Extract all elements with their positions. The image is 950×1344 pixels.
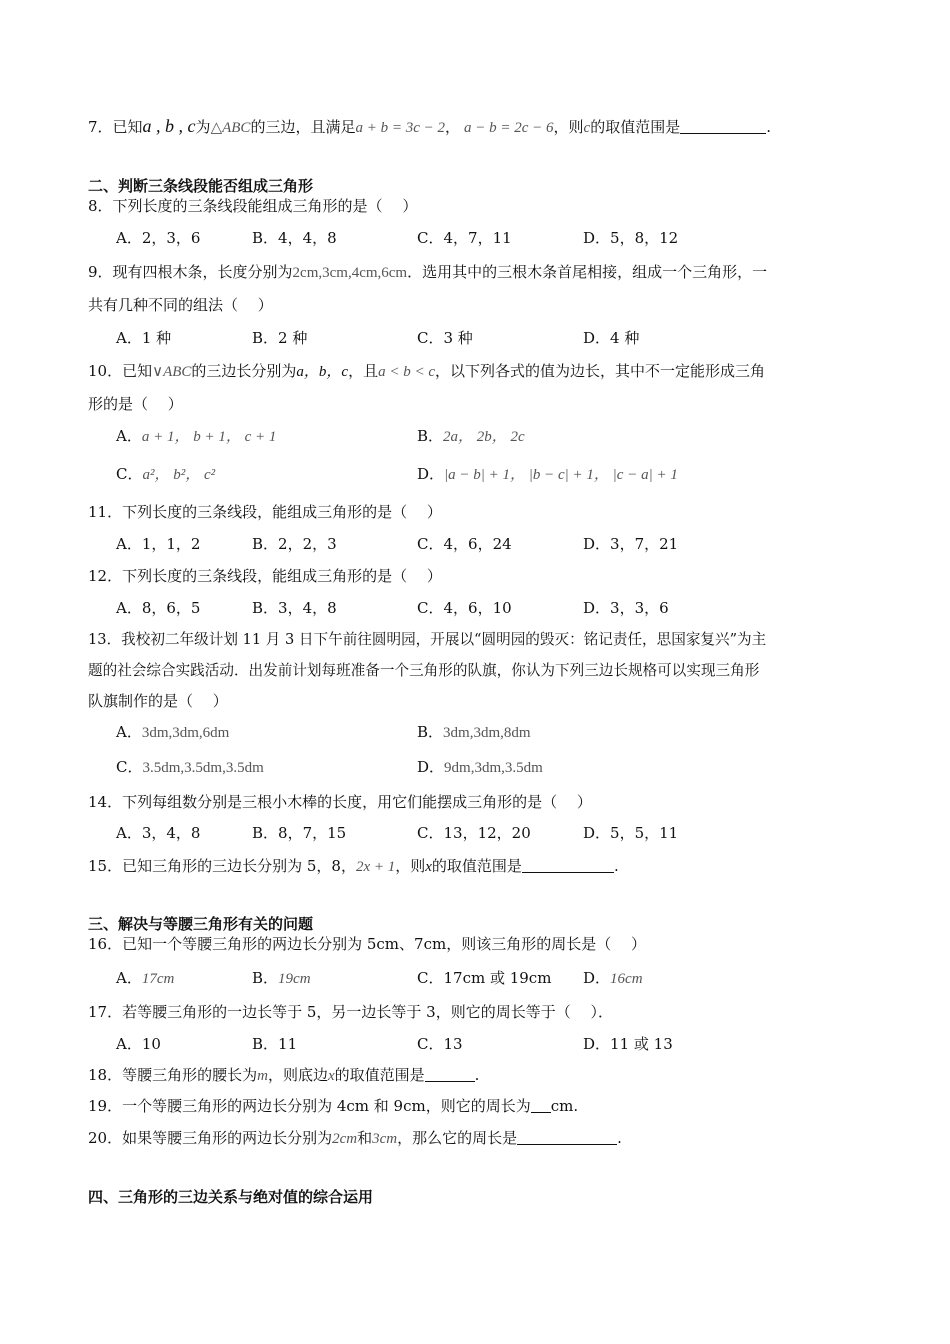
q16-option-d[interactable]: [583, 968, 643, 989]
q9-option-a[interactable]: A．1 种: [116, 329, 172, 347]
q20-end: .: [617, 1129, 622, 1147]
q20-text: 20．如果等腰三角形的两边长分别为: [88, 1129, 333, 1147]
q16-option-a[interactable]: [116, 968, 174, 989]
q18-end: .: [474, 1066, 480, 1084]
q8-option-a[interactable]: A．2，3，6: [116, 229, 201, 247]
q17-option-b[interactable]: B．11: [252, 1035, 298, 1053]
q11-option-a[interactable]: A．1，1，2: [116, 535, 201, 553]
section-3-title: 三、解决与等腰三角形有关的问题: [88, 915, 314, 933]
q7-text: 为: [195, 118, 211, 136]
q15-end: .: [613, 857, 619, 875]
q12-option-c[interactable]: C．4，6，10: [417, 599, 512, 617]
q14-option-b[interactable]: B．8，7，15: [252, 824, 347, 842]
q16-a-expr: 17cm: [141, 971, 175, 987]
q16-d-label: D．: [583, 969, 611, 987]
q15-x: x: [425, 859, 432, 875]
question-11: 11．下列长度的三条线段，能组成三角形的是（ ）: [88, 503, 442, 521]
question-15: [88, 856, 619, 877]
question-10-line2: 形的是（ ）: [88, 395, 183, 413]
q13-a-label: A．: [116, 723, 142, 741]
q20-text3: ，那么它的周长是: [397, 1129, 518, 1147]
q13-a-expr: 3dm,3dm,6dm: [141, 725, 230, 741]
question-10: [88, 361, 765, 382]
q13-option-b[interactable]: [417, 722, 531, 743]
q19-text2: cm.: [550, 1097, 579, 1115]
question-13-line2: 题的社会综合实践活动．出发前计划每班准备一个三角形的队旗，你认为下列三边长规格可以实现三角形: [88, 662, 760, 679]
q7-prefix: 7．已知: [88, 118, 143, 136]
question-18: [88, 1065, 479, 1086]
q7-answer-blank[interactable]: [680, 118, 766, 134]
q7-text3: ，则: [553, 118, 584, 136]
q19-answer-blank[interactable]: [531, 1097, 551, 1113]
q20-text2: 和: [357, 1129, 373, 1147]
q9-option-c[interactable]: C．3 种: [417, 329, 473, 347]
q13-option-d[interactable]: [417, 757, 543, 778]
question-16: 16．已知一个等腰三角形的两边长分别为 5cm、7cm，则该三角形的周长是（ ）: [88, 935, 646, 953]
q14-option-d[interactable]: D．5，5，11: [583, 824, 679, 842]
q10-option-a[interactable]: [116, 426, 276, 447]
question-7: [88, 116, 771, 138]
q9-text: 9．现有四根木条，长度分别为: [88, 263, 293, 281]
q16-d-expr: 16cm: [610, 971, 643, 987]
q16-a-label: A．: [116, 969, 142, 987]
q16-b-label: B．: [252, 969, 279, 987]
q10-c-label: C．: [116, 465, 143, 483]
section-4-title: 四、三角形的三边关系与绝对值的综合运用: [88, 1188, 374, 1206]
q17-option-d[interactable]: D．11 或 13: [583, 1035, 673, 1053]
question-20: [88, 1128, 622, 1149]
q20-length2: 3cm: [372, 1131, 398, 1147]
q17-option-c[interactable]: C．13: [417, 1035, 463, 1053]
q8-option-c[interactable]: C．4，7，11: [417, 229, 512, 247]
q10-a-label: A．: [116, 427, 142, 445]
q18-answer-blank[interactable]: [425, 1066, 475, 1082]
q13-d-expr: 9dm,3dm,3.5dm: [444, 760, 543, 776]
q7-vars: a , b , c: [142, 116, 196, 136]
q10-b-expr: 2a， 2b， 2c: [443, 429, 525, 445]
q9-option-b[interactable]: B．2 种: [252, 329, 308, 347]
q15-text2: ，则: [395, 857, 426, 875]
question-19: [88, 1096, 578, 1116]
q10-option-d[interactable]: [417, 464, 678, 485]
section-2-title: 二、判断三条线段能否组成三角形: [88, 177, 314, 195]
q10-text2: 的三边长分别为: [191, 362, 297, 380]
q15-answer-blank[interactable]: [522, 857, 614, 873]
q11-option-b[interactable]: B．2，2，3: [252, 535, 337, 553]
q13-d-label: D．: [417, 758, 445, 776]
q10-text4: ，以下列各式的值为边长，其中不一定能形成三角: [435, 362, 766, 380]
q16-option-b[interactable]: [252, 968, 311, 989]
q16-option-c[interactable]: C．17cm 或 19cm: [417, 969, 552, 987]
q10-text3: ，且: [348, 362, 379, 380]
q20-answer-blank[interactable]: [517, 1129, 617, 1145]
q18-text: 18．等腰三角形的腰长为: [88, 1066, 258, 1084]
q8-option-b[interactable]: B．4，4，8: [252, 229, 337, 247]
q7-text4: 的取值范围是: [590, 118, 681, 136]
question-8: 8．下列长度的三条线段能组成三角形的是（ ）: [88, 197, 418, 215]
q10-inequality: a < b < c: [378, 364, 436, 380]
q9-lengths: 2cm,3cm,4cm,6cm: [292, 265, 408, 281]
q11-option-d[interactable]: D．3，7，21: [583, 535, 679, 553]
q20-length1: 2cm: [332, 1131, 358, 1147]
q12-option-b[interactable]: B．3，4，8: [252, 599, 337, 617]
q14-option-c[interactable]: C．13，12，20: [417, 824, 531, 842]
q11-option-c[interactable]: C．4，6，24: [417, 535, 512, 553]
q10-triangle: ∨ABC: [152, 364, 192, 380]
q18-text2: ，则底边: [267, 1066, 328, 1084]
q18-m: m: [257, 1068, 268, 1084]
question-13: 13．我校初二年级计划 11 月 3 日下午前往圆明园，开展以“圆明园的毁灭：铭记责任，思国家复兴”为主: [88, 631, 767, 648]
q14-option-a[interactable]: A．3，4，8: [116, 824, 201, 842]
q7-triangle: △ABC: [210, 120, 251, 136]
q7-end: .: [766, 118, 772, 136]
q13-b-expr: 3dm,3dm,8dm: [443, 725, 531, 741]
q17-option-a[interactable]: A．10: [116, 1035, 161, 1053]
q15-expr: 2x + 1: [355, 859, 396, 875]
q7-eq1: a + b = 3c − 2: [355, 120, 445, 136]
q9-text2: ．选用其中的三根木条首尾相接，组成一个三角形，一: [407, 263, 768, 281]
q7-eq2: a − b = 2c − 6: [464, 120, 554, 136]
q15-text3: 的取值范围是: [431, 857, 522, 875]
q7-text2: 的三边，且满足: [250, 118, 356, 136]
q19-text: 19．一个等腰三角形的两边长分别为 4cm 和 9cm，则它的周长为: [88, 1097, 531, 1115]
q18-x: x: [327, 1068, 335, 1084]
q10-text: 10．已知: [88, 362, 153, 380]
q8-option-d[interactable]: D．5，8，12: [583, 229, 679, 247]
q10-d-label: D．: [417, 465, 445, 483]
q7-sep: ，: [444, 118, 460, 136]
q10-option-b[interactable]: [417, 426, 525, 447]
q15-text: 15．已知三角形的三边长分别为 5，8，: [88, 857, 356, 875]
q9-option-d[interactable]: D．4 种: [583, 329, 640, 347]
question-17: 17．若等腰三角形的一边长等于 5，另一边长等于 3，则它的周长等于（ ）．: [88, 1003, 613, 1021]
q13-c-label: C．: [116, 758, 143, 776]
q13-b-label: B．: [417, 723, 444, 741]
question-9: [88, 262, 767, 283]
question-9-line2: 共有几种不同的组法（ ）: [88, 296, 273, 314]
q13-option-c[interactable]: [116, 757, 264, 778]
q7-c: c: [583, 120, 591, 136]
q10-d-expr: |a − b| + 1， |b − c| + 1， |c − a| + 1: [444, 467, 678, 483]
q13-option-a[interactable]: [116, 722, 229, 743]
q10-abc: a，b，c: [296, 364, 349, 380]
q10-option-c[interactable]: [116, 464, 215, 485]
q12-option-a[interactable]: A．8，6，5: [116, 599, 201, 617]
question-14: 14．下列每组数分别是三根小木棒的长度，用它们能摆成三角形的是（ ）: [88, 793, 592, 811]
q18-text3: 的取值范围是: [334, 1066, 425, 1084]
question-13-line3: 队旗制作的是（ ）: [88, 692, 228, 710]
q10-c-expr: a²， b²， c²: [142, 467, 216, 483]
q13-c-expr: 3.5dm,3.5dm,3.5dm: [142, 760, 264, 776]
q16-b-expr: 19cm: [278, 971, 311, 987]
q10-a-expr: a + 1， b + 1， c + 1: [141, 429, 277, 445]
q12-option-d[interactable]: D．3，3，6: [583, 599, 669, 617]
question-12: 12．下列长度的三条线段，能组成三角形的是（ ）: [88, 567, 442, 585]
q10-b-label: B．: [417, 427, 444, 445]
